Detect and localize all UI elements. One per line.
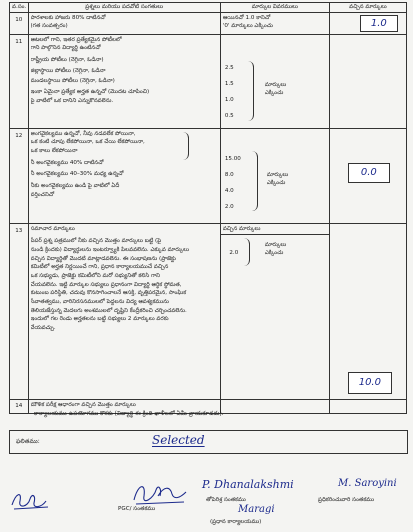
details-cell: [220, 34, 329, 128]
marks-value: 0.5: [224, 112, 234, 119]
marks-label: ఎక్కించు: [264, 90, 284, 97]
criteria-line: తెలియజేస్తున్న మెదలగు అంశములలో దృష్టిని కేంద్రీకరించి చర్చించవలెను.: [30, 307, 187, 314]
row-number: 10: [10, 12, 29, 34]
criteria-line: ఒక కంటి చూపు లేకపోయినా, ఒక చేయి లేకపోయినా,: [30, 139, 145, 146]
signature-name: P. Dhanalakshmi: [202, 478, 294, 491]
row-number: 14: [10, 399, 29, 413]
criteria-line: పేపర్ ప్రశ్న పత్రములో నీకు వచ్చిన మొత్తం మార్కులు బట్టి (పై: [30, 238, 162, 245]
bracket: [241, 238, 250, 266]
criteria-line: ఆటలలో గాని, ఇతర ప్రత్యేకమైన పోటీలలో: [30, 36, 122, 43]
signature-name: Maragi: [238, 504, 275, 515]
result-value: Selected: [152, 433, 205, 447]
score-cell: [329, 128, 406, 223]
signature-label: PGC/ సంతకము: [118, 506, 156, 512]
signature-scribble-1: [8, 485, 54, 515]
criteria-line: నీ అంగవైకల్యము 40% దాటినచో: [30, 159, 104, 166]
table-row: [10, 128, 407, 223]
criteria-line: జిల్లాస్థాయి పోటీలు (నెగ్గినా, ఓడినా: [30, 67, 106, 74]
marks-value: 15.00: [224, 155, 241, 162]
criteria-line: పై వాటిలో ఒక దానిని ఎన్నుకొనవలెను.: [30, 97, 114, 104]
score-box: 1.0: [360, 15, 398, 32]
signature-label: (ప్రధాన కార్యాలయము): [210, 519, 262, 525]
criteria-line: (గత సంవత్సరం): [30, 23, 68, 30]
signature-scribble-2: [128, 478, 194, 508]
score-cell: [329, 399, 406, 413]
marks-value: 8.0: [224, 171, 234, 178]
criteria-line: మౌళిక పరీక్ష ఆధారంగా వచ్చిన మొత్తం మార్కులు: [30, 401, 136, 408]
criteria-cell: [28, 128, 220, 223]
marks-value: 2.5: [224, 64, 234, 71]
criteria-line: ఇంకా ఏమైనా ప్రత్యేక అర్హత ఉన్నచో (మొదట చూపించి): [30, 88, 150, 95]
marks-label: ఎక్కించు: [266, 180, 286, 187]
marks-table: [9, 2, 407, 414]
result-label: ఫలితము:: [16, 438, 40, 445]
row-number: 13: [10, 223, 29, 399]
marks-label: మార్కులు: [264, 241, 287, 248]
score-cell: [329, 12, 406, 34]
criteria-line: సేవాతత్వము, వారినిరసనములలో పెద్దలను విద్య ఆవశ్యకమును: [30, 298, 169, 305]
criteria-line: నుండి క్రిందకు) విద్యార్థులను ఇంటర్వ్యూకి పిలవవలెను. ఎక్కువ మార్కులు: [30, 246, 190, 253]
criteria-line: ఒక సభ్యుడు, ప్రాజెక్టు కమిటీలోని మరో సభ్యునితో కలిసి గాని: [30, 272, 160, 279]
header-details: మార్కుల వివరములు: [220, 3, 329, 13]
criteria-line: నీకు అంగవైకల్యము ఉండి పై వాటిలో ఏదీ: [30, 182, 120, 189]
criteria-line: కమిటీలో అర్హత నిర్ణయించే గాని, ప్రధాన కార్యాలయముచే వచ్చిన: [30, 264, 169, 271]
criteria-line: గాని పాల్గొనిన విద్యార్థి ఉంటినచో: [30, 45, 101, 52]
criteria-line: పారశాలకు హాజరు 80% దాటినచో: [30, 14, 106, 21]
header-marks: వచ్చిన మార్కులు: [329, 3, 406, 13]
marks-value: 1.5: [224, 80, 234, 87]
details-line: ఆయినచో 1.0 కానిచో: [222, 14, 271, 21]
table-row: [10, 34, 407, 128]
signature-name: M. Saroyini: [338, 478, 397, 489]
marks-label: ఎక్కించు: [264, 250, 284, 257]
table-header-row: [10, 3, 407, 13]
score-box: 0.0: [348, 163, 390, 183]
criteria-line: చేయవలెను. ఇట్టి మార్కుల సభ్యులు ప్రధానంగా విద్యార్థి ఆర్థిక స్థోమత,: [30, 281, 182, 288]
marks-value: 1.0: [224, 96, 234, 103]
marks-value: 2.0: [229, 249, 239, 256]
table-row: [10, 12, 407, 34]
details-line: '0' మార్కులు ఎక్కించు: [222, 23, 273, 30]
bracket: [249, 151, 258, 211]
result-box: [9, 430, 408, 454]
criteria-line: వర్తించనిచో: [30, 191, 55, 198]
criteria-line: ఇందులో గల రెండు అర్హతలను బట్టి సభ్యులు 2 మార్కులు వరకు: [30, 316, 169, 323]
details-cell: [220, 399, 329, 413]
bracket: [182, 132, 189, 160]
criteria-line: అంగవైకల్యము ఉన్నచో, నీవు నడవలేక పోయినా,: [30, 130, 136, 137]
marks-label: మార్కులు: [266, 171, 289, 178]
office-use-note: కార్యాలయము ఉపయోగము కొరకు (విద్యార్థి ఈ క్రింది ఖాళీలలో ఏమీ వ్రాయకూడదు).: [34, 411, 224, 417]
criteria-cell: [28, 34, 220, 128]
score-cell: [329, 223, 406, 399]
marks-value: 4.0: [224, 187, 234, 194]
table-row: [10, 223, 407, 399]
row-number: 11: [10, 34, 29, 128]
signature-label: తోపెరిశ్ర సంతకము: [206, 497, 246, 503]
criteria-line: రాష్ట్రీయ పోటీలు (నెగ్గినా, ఓడినా): [30, 56, 104, 63]
signature-label: ప్రధికరించువారి సంతకము: [318, 497, 375, 503]
criteria-line: నీ అంగవైకల్యము 40–30% మధ్య ఉన్నచో: [30, 171, 124, 178]
details-cell: [220, 223, 329, 399]
score-box: 10.0: [348, 372, 392, 394]
score-cell: [329, 34, 406, 128]
section-title: సమాచార మార్కులు: [30, 225, 75, 232]
marks-label: మార్కులు: [264, 81, 287, 88]
criteria-line: ఒక కాలు లేకపోయినా: [30, 147, 78, 154]
criteria-line: కుటుంబ పరిస్థితి, చదువు కొనసాగించాలనే ఆసక్తి, వృత్తిపరమైన, సాంఘిక: [30, 290, 187, 297]
criteria-cell: [28, 12, 220, 34]
criteria-cell: [28, 223, 220, 399]
criteria-line: వేయవచ్చు.: [30, 324, 56, 331]
criteria-line: వచ్చిన విద్యార్థితో మొదటి మాట్లాడవలెను. ఈ సంభాషణను (ప్రాజెక్టు: [30, 255, 176, 262]
marks-value: 2.0: [224, 203, 234, 210]
criteria-line: మండలస్థాయి పోటీలు (నెగ్గినా, ఓడినా): [30, 78, 115, 85]
bracket: [245, 61, 254, 121]
header-criteria: ప్రశ్నలు మరియు పదవోటి సంగతులు: [28, 3, 220, 13]
details-subheader: వచ్చిన మార్కులు: [221, 224, 329, 236]
details-cell: [220, 12, 329, 34]
row-number: 12: [10, 128, 29, 223]
header-sno: వ.సం.: [10, 3, 29, 13]
details-cell: [220, 128, 329, 223]
